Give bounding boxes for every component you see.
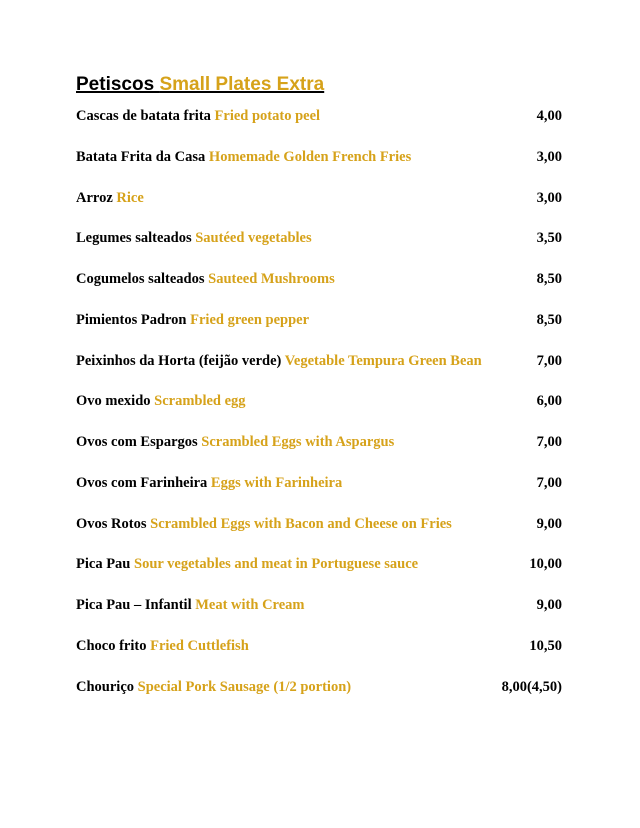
item-name-pt: Batata Frita da Casa (76, 148, 206, 165)
section-title-en: Small Plates Extra (159, 74, 325, 95)
item-name-pt: Cogumelos salteados (76, 271, 205, 287)
item-name-en: Homemade Golden French Fries (208, 148, 412, 165)
item-name (76, 677, 351, 697)
item-name-en: Meat with Cream (195, 597, 305, 613)
menu-item (76, 269, 562, 310)
menu-list (76, 106, 562, 717)
item-name (76, 188, 144, 208)
item-name-en: Fried potato peel (214, 108, 321, 124)
menu-item (76, 636, 562, 677)
item-name (76, 228, 312, 248)
item-name-en: Scrambled Eggs with Aspargus (201, 434, 395, 450)
item-name-pt: Arroz (76, 189, 113, 206)
section-title-pt: Petiscos (76, 74, 160, 95)
item-price: 9,00 (536, 597, 562, 613)
item-name-pt: Ovo mexido (76, 393, 151, 410)
item-name-pt: Chouriço (76, 678, 134, 695)
menu-item (76, 554, 562, 595)
menu-item (76, 677, 562, 718)
item-price: 3,00 (536, 148, 562, 165)
item-name-en: Sauteed Mushrooms (208, 271, 335, 287)
item-name-pt: Peixinhos da Horta (feijão verde) (76, 352, 282, 369)
item-name (76, 269, 335, 289)
item-name-en: Special Pork Sausage (1/2 portion) (137, 678, 352, 695)
item-name-pt: Legumes salteados (76, 230, 192, 247)
item-name-pt: Cascas de batata frita (76, 108, 211, 124)
item-name (76, 554, 418, 574)
item-name-pt: Choco frito (76, 637, 147, 654)
item-name-en: Sautéed vegetables (195, 230, 312, 247)
item-name-pt: Pica Pau (76, 556, 131, 573)
item-name (76, 310, 309, 330)
item-name-en: Scrambled Eggs with Bacon and Cheese on Fries (150, 515, 452, 532)
item-name (76, 147, 411, 167)
item-price: 10,50 (529, 637, 562, 654)
menu-item (76, 188, 562, 229)
item-name-pt: Pica Pau – Infantil (76, 597, 192, 613)
item-price: 7,00 (536, 474, 562, 491)
item-name-pt: Ovos com Farinheira (76, 474, 208, 491)
item-name (76, 432, 394, 452)
menu-item (76, 391, 562, 432)
item-price: 6,00 (536, 393, 562, 410)
menu-item (76, 147, 562, 188)
section-title (76, 74, 324, 96)
item-name-en: Sour vegetables and meat in Portuguese sauce (134, 556, 419, 573)
menu-item (76, 473, 562, 514)
menu-item (76, 432, 562, 473)
menu-item (76, 595, 562, 636)
item-name (76, 595, 305, 615)
item-name (76, 473, 342, 493)
item-price: 8,50 (536, 311, 562, 328)
item-price: 3,00 (536, 189, 562, 206)
item-name-pt: Ovos com Espargos (76, 434, 198, 450)
item-name-en: Rice (116, 189, 144, 206)
item-name-en: Eggs with Farinheira (210, 474, 343, 491)
item-price: 4,00 (536, 108, 562, 124)
item-price: 10,00 (529, 556, 562, 573)
item-price: 3,50 (536, 230, 562, 247)
item-name-en: Fried green pepper (190, 311, 310, 328)
item-price: 7,00 (536, 434, 562, 450)
item-name-en: Vegetable Tempura Green Bean (284, 352, 482, 369)
menu-item (76, 228, 562, 269)
item-name (76, 636, 249, 656)
item-name-en: Scrambled egg (154, 393, 246, 410)
item-name-en: Fried Cuttlefish (150, 637, 249, 654)
item-name (76, 351, 482, 371)
item-price: 8,50 (536, 271, 562, 287)
item-name-pt: Pimientos Padron (76, 311, 187, 328)
item-price: 7,00 (536, 352, 562, 369)
item-name-pt: Ovos Rotos (76, 515, 147, 532)
item-name (76, 391, 246, 411)
item-price: 9,00 (536, 515, 562, 532)
item-name (76, 514, 452, 534)
item-price: 8,00(4,50) (501, 678, 562, 695)
item-name (76, 106, 320, 126)
menu-item (76, 106, 562, 147)
menu-item (76, 351, 562, 392)
menu-item (76, 310, 562, 351)
menu-item (76, 514, 562, 555)
